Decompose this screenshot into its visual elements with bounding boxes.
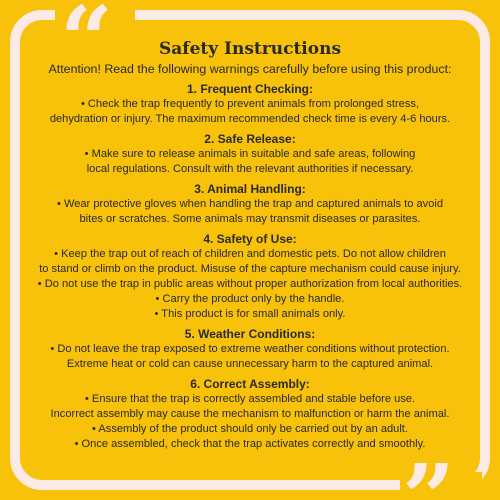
instruction-section xyxy=(30,327,470,372)
instruction-line: • Once assembled, check that the trap activates correctly and smoothly. xyxy=(74,438,426,450)
instruction-line: • Make sure to release animals in suitable and safe areas, following xyxy=(84,148,416,160)
section-heading: 2. Safe Release: xyxy=(204,132,296,146)
instruction-line: • Keep the trap out of reach of children and domestic pets. Do not allow children xyxy=(54,248,446,260)
instruction-line: • Carry the product only by the handle. xyxy=(155,293,345,305)
instructions-content xyxy=(30,38,470,457)
instruction-line: bites or scratches. Some animals may transmit diseases or parasites. xyxy=(79,213,421,225)
instruction-line: • This product is for small animals only. xyxy=(154,308,346,320)
instruction-section xyxy=(30,132,470,177)
instruction-line: • Ensure that the trap is correctly assembled and stable before use. xyxy=(84,393,416,405)
instruction-line: Extreme heat or cold can cause unnecessary harm to the captured animal. xyxy=(66,358,434,370)
instruction-section xyxy=(30,82,470,127)
instruction-section xyxy=(30,182,470,227)
close-quote-icon: ” xyxy=(402,444,455,500)
section-heading: 4. Safety of Use: xyxy=(203,232,297,246)
section-heading: 6. Correct Assembly: xyxy=(190,377,310,391)
sections-list xyxy=(30,82,470,452)
section-heading: 3. Animal Handling: xyxy=(194,182,306,196)
page-title: Safety Instructions xyxy=(158,39,342,59)
instruction-line: • Do not leave the trap exposed to extreme weather conditions without protection. xyxy=(50,343,450,355)
intro-text: Attention! Read the following warnings carefully before using this product: xyxy=(48,62,452,76)
instruction-section xyxy=(30,377,470,452)
open-quote-icon: “ xyxy=(60,0,113,94)
section-heading: 5. Weather Conditions: xyxy=(184,327,316,341)
instruction-line: dehydration or injury. The maximum recommended check time is every 4-6 hours. xyxy=(49,113,451,125)
instruction-line: • Do not use the trap in public areas without proper authorization from local authorities. xyxy=(37,278,463,290)
instruction-line: local regulations. Consult with the relevant authorities if necessary. xyxy=(86,163,414,175)
instruction-line: Incorrect assembly may cause the mechanism to malfunction or harm the animal. xyxy=(50,408,450,420)
instruction-line: to stand or climb on the product. Misuse of the capture mechanism could cause injury. xyxy=(39,263,461,275)
instruction-line: • Check the trap frequently to prevent animals from prolonged stress, xyxy=(80,98,420,110)
instruction-line: • Wear protective gloves when handling the trap and captured animals to avoid xyxy=(56,198,444,210)
section-heading: 1. Frequent Checking: xyxy=(186,82,314,96)
instruction-section xyxy=(30,232,470,322)
instruction-line: • Assembly of the product should only be carried out by an adult. xyxy=(92,423,408,435)
